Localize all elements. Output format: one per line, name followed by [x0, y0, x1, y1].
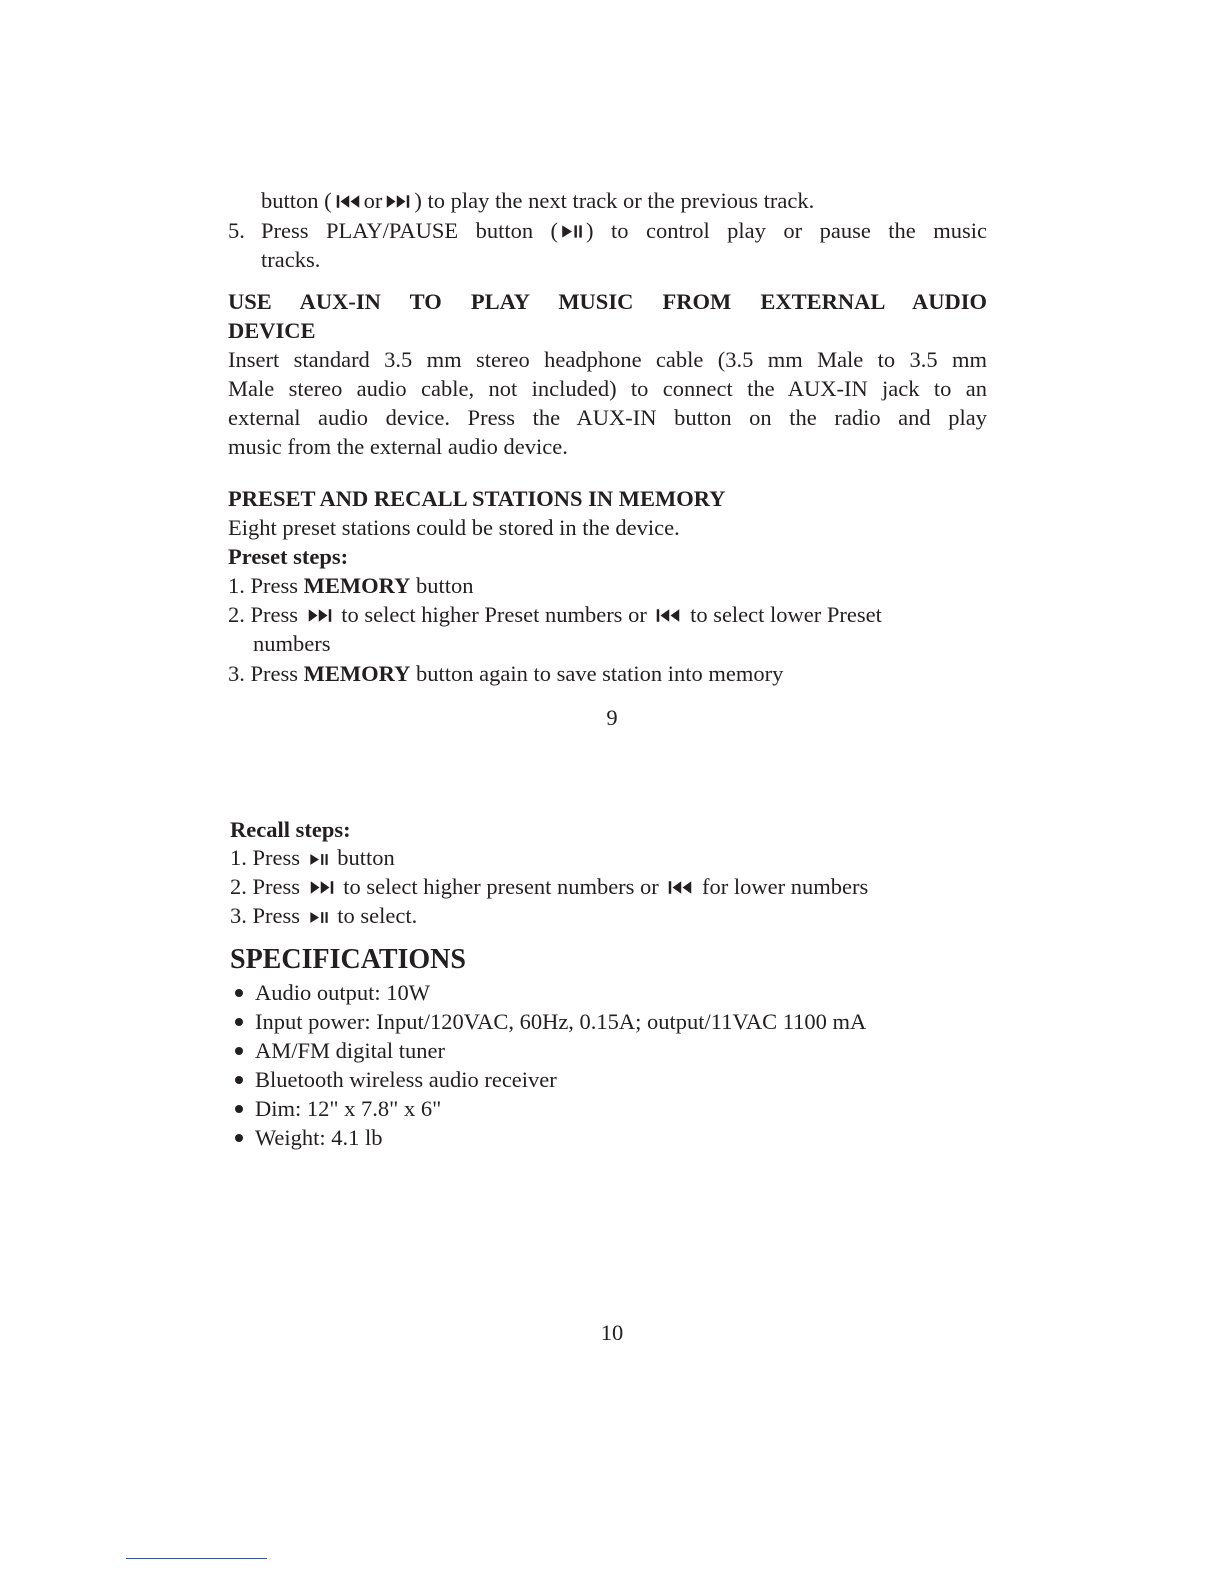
preset-step-1: 1. Press MEMORY button — [228, 573, 474, 598]
continued-step-line: button ( or ) to play the next track or the previous track. — [261, 188, 815, 213]
recall-step-1: 1. Press button — [230, 845, 395, 870]
play-pause-icon — [309, 911, 329, 924]
spec-item: Audio output: 10W — [230, 978, 987, 1007]
next-track-icon — [385, 194, 411, 209]
previous-track-icon — [667, 880, 693, 895]
play-pause-icon — [561, 224, 583, 239]
recall-step-2: 2. Press to select higher present numbers or for lower numbers — [230, 874, 869, 899]
recall-steps-label: Recall steps: — [230, 817, 351, 842]
specifications-list — [230, 978, 987, 1152]
spec-item: Bluetooth wireless audio receiver — [230, 1065, 987, 1094]
aux-paragraph: Insert standard 3.5 mm stereo headphone cable (3.5 mm Male to 3.5 mm Male stereo audio cable, not included) to connect the AUX-IN jack to an external audio device. Press the AUX-IN button on the radio and play music from the external audio device. — [228, 347, 987, 459]
spec-item: Input power: Input/120VAC, 60Hz, 0.15A; output/11VAC 1100 mA — [230, 1007, 987, 1036]
bullet-icon — [230, 978, 255, 1007]
bullet-icon — [230, 1007, 255, 1036]
bullet-icon — [230, 1123, 255, 1152]
spec-item: AM/FM digital tuner — [230, 1036, 987, 1065]
specifications-heading: SPECIFICATIONS — [230, 944, 466, 975]
next-track-icon — [309, 880, 335, 895]
page-number-10: 10 — [600, 1320, 624, 1345]
preset-steps-label: Preset steps: — [228, 544, 349, 569]
step-5: 5. Press PLAY/PAUSE button ( ) to control play or pause the music tracks. — [228, 218, 987, 272]
aux-heading: USE AUX-IN TO PLAY MUSIC FROM EXTERNAL AUDIO DEVICE — [228, 289, 987, 343]
preset-heading: PRESET AND RECALL STATIONS IN MEMORY — [228, 486, 726, 511]
bullet-icon — [230, 1036, 255, 1065]
preset-intro: Eight preset stations could be stored in the device. — [228, 515, 680, 540]
footer-rule — [126, 1558, 267, 1559]
bullet-icon — [230, 1065, 255, 1094]
next-track-icon — [307, 608, 333, 623]
recall-step-3: 3. Press to select. — [230, 903, 418, 928]
spec-item: Dim: 12" x 7.8" x 6" — [230, 1094, 987, 1123]
preset-step-3: 3. Press MEMORY button again to save station into memory — [228, 661, 784, 686]
previous-track-icon — [335, 194, 361, 209]
preset-step-2: 2. Press to select higher Preset numbers or to select lower Preset numbers — [228, 602, 882, 656]
step-5-line-1: Press PLAY/PAUSE button ( ) to control play or pause the music — [261, 218, 987, 243]
play-pause-icon — [309, 853, 329, 866]
page-number-9: 9 — [606, 705, 618, 730]
previous-track-icon — [655, 608, 681, 623]
spec-item: Weight: 4.1 lb — [230, 1123, 987, 1152]
bullet-icon — [230, 1094, 255, 1123]
